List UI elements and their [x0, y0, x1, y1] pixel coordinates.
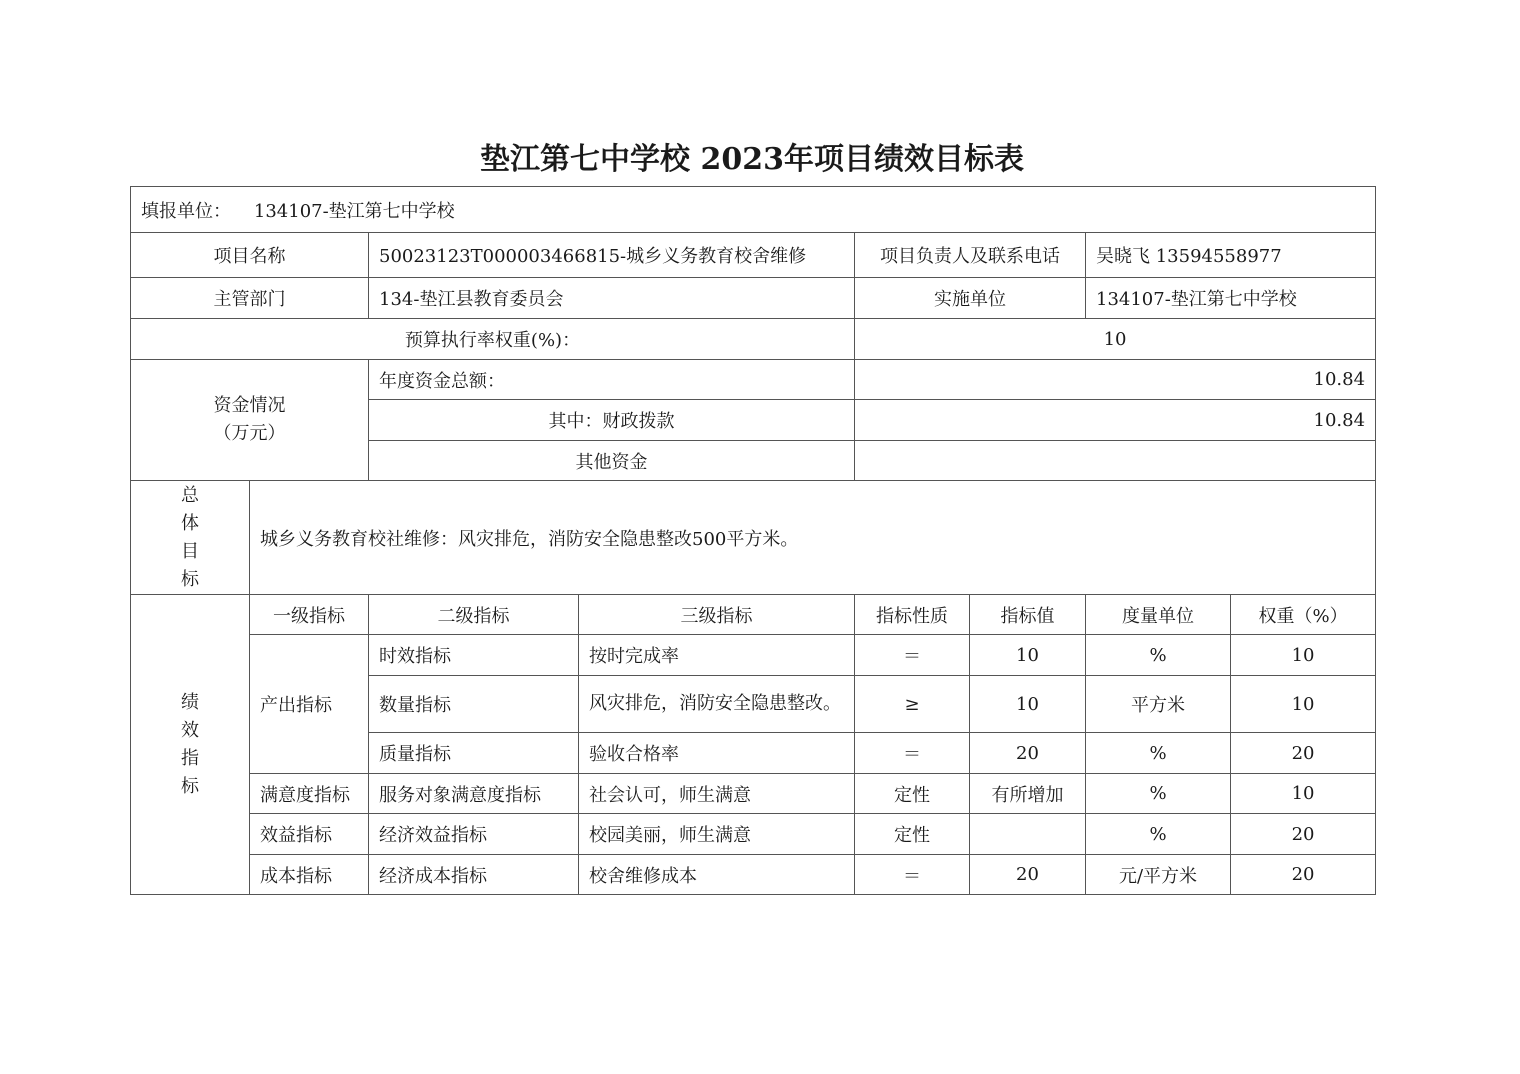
project-name-value: 50023123T000003466815-城乡义务教育校舍维修: [369, 233, 855, 278]
header-level1: 一级指标: [250, 595, 369, 635]
funds-label: [131, 360, 369, 481]
nature-cell: 定性: [855, 774, 970, 814]
nature-cell: 定性: [855, 814, 970, 855]
table-row: [131, 635, 1376, 676]
funds-label-line1: 资金情况: [213, 395, 286, 416]
weight-cell: 20: [1231, 814, 1376, 855]
weight-cell: 10: [1231, 635, 1376, 676]
weight-cell: 20: [1231, 855, 1376, 895]
goal-char: 目: [181, 540, 199, 562]
unit-cell: %: [1086, 733, 1231, 774]
indicator-char: 绩: [181, 691, 199, 713]
project-name-label: 项目名称: [131, 233, 369, 278]
level3-cell: 校园美丽，师生满意: [579, 814, 855, 855]
budget-weight-row: [131, 319, 1376, 360]
level3-cell: 校舍维修成本: [579, 855, 855, 895]
value-cell: 有所增加: [970, 774, 1086, 814]
project-owner-label: 项目负责人及联系电话: [855, 233, 1086, 278]
overall-goal-label: [131, 481, 250, 595]
value-cell: 10: [970, 676, 1086, 733]
weight-cell: 20: [1231, 733, 1376, 774]
table-row: [131, 814, 1376, 855]
filler-row: [131, 187, 1376, 233]
performance-target-table: [130, 186, 1376, 895]
overall-goal-row: [131, 481, 1376, 595]
funds-total-value: 10.84: [855, 360, 1376, 400]
output-indicator-label: 产出指标: [250, 635, 369, 774]
unit-cell: 平方米: [1086, 676, 1231, 733]
level2-cell: 时效指标: [369, 635, 579, 676]
nature-cell: ＝: [855, 635, 970, 676]
nature-cell: ＝: [855, 855, 970, 895]
funds-fiscal-value: 10.84: [855, 400, 1376, 441]
funds-total-row: [131, 360, 1376, 400]
page-title: 垫江第七中学校 2023年项目绩效目标表: [480, 142, 1024, 177]
level1-cell: 效益指标: [250, 814, 369, 855]
value-cell: [970, 814, 1086, 855]
nature-cell: ≥: [855, 676, 970, 733]
unit-cell: %: [1086, 635, 1231, 676]
budget-weight-value: 10: [855, 319, 1376, 360]
indicator-header-row: [131, 595, 1376, 635]
nature-cell: ＝: [855, 733, 970, 774]
header-level2: 二级指标: [369, 595, 579, 635]
level2-cell: 服务对象满意度指标: [369, 774, 579, 814]
funds-other-value: [855, 441, 1376, 481]
weight-cell: 10: [1231, 774, 1376, 814]
funds-fiscal-label: 其中：财政拨款: [369, 400, 855, 441]
goal-char: 标: [181, 568, 199, 590]
header-weight: 权重（%）: [1231, 595, 1376, 635]
unit-cell: %: [1086, 774, 1231, 814]
header-unit: 度量单位: [1086, 595, 1231, 635]
table-row: [131, 774, 1376, 814]
weight-cell: 10: [1231, 676, 1376, 733]
indicator-char: 标: [181, 775, 199, 797]
unit-cell: %: [1086, 814, 1231, 855]
value-cell: 10: [970, 635, 1086, 676]
funds-total-label: 年度资金总额：: [369, 360, 855, 400]
funds-label-line2: （万元）: [213, 423, 286, 444]
header-value: 指标值: [970, 595, 1086, 635]
indicator-char: 效: [181, 719, 199, 741]
overall-goal-text: 城乡义务教育校社维修：风灾排危，消防安全隐患整改500平方米。: [250, 481, 1376, 595]
project-owner-value: 吴晓飞 13594558977: [1086, 233, 1376, 278]
level3-cell: 验收合格率: [579, 733, 855, 774]
level2-cell: 质量指标: [369, 733, 579, 774]
level3-cell: 按时完成率: [579, 635, 855, 676]
budget-weight-label: 预算执行率权重(%)：: [131, 319, 855, 360]
value-cell: 20: [970, 855, 1086, 895]
department-label: 主管部门: [131, 278, 369, 319]
level2-cell: 经济成本指标: [369, 855, 579, 895]
filler-value: 134107-垫江第七中学校: [253, 200, 455, 222]
implementing-unit-label: 实施单位: [855, 278, 1086, 319]
value-cell: 20: [970, 733, 1086, 774]
funds-other-label: 其他资金: [369, 441, 855, 481]
project-name-row: [131, 233, 1376, 278]
filler-label: 填报单位：: [141, 200, 231, 222]
indicator-char: 指: [181, 747, 199, 769]
level1-cell: 成本指标: [250, 855, 369, 895]
level3-cell: 社会认可，师生满意: [579, 774, 855, 814]
level1-cell: 满意度指标: [250, 774, 369, 814]
header-level3: 三级指标: [579, 595, 855, 635]
implementing-unit-value: 134107-垫江第七中学校: [1086, 278, 1376, 319]
department-value: 134-垫江县教育委员会: [369, 278, 855, 319]
goal-char: 总: [181, 484, 199, 506]
header-nature: 指标性质: [855, 595, 970, 635]
unit-cell: 元/平方米: [1086, 855, 1231, 895]
department-row: [131, 278, 1376, 319]
level2-cell: 经济效益指标: [369, 814, 579, 855]
filler-cell: [131, 187, 1376, 233]
indicators-label: [131, 595, 250, 895]
goal-char: 体: [181, 512, 199, 534]
level2-cell: 数量指标: [369, 676, 579, 733]
level3-cell: 风灾排危，消防安全隐患整改。: [579, 676, 855, 733]
table-row: [131, 855, 1376, 895]
